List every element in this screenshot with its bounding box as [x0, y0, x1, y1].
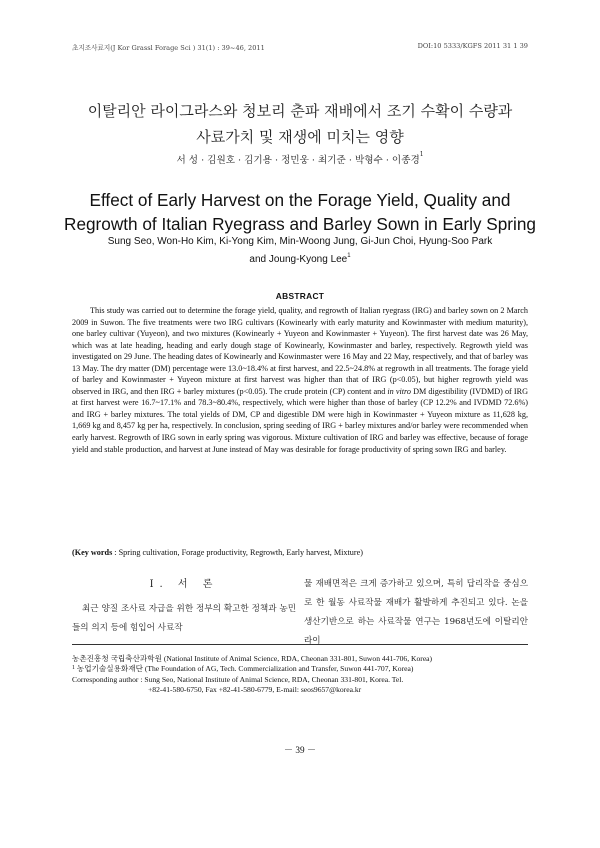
english-authors-line-2: [40, 254, 560, 265]
left-column: [72, 575, 296, 638]
abstract-heading: ABSTRACT: [275, 291, 325, 301]
footnote-affiliation-2-text: 농업기술실용화재단 (The Foundation of AG, Tech. Commercialization and Transfer, Suwon 441-707, Korea): [75, 664, 414, 674]
footnote-corresponding: Corresponding author : Sung Seo, National Institute of Animal Science, RDA, Cheonan 331-801, Korea. Tel.: [72, 674, 404, 684]
korean-author-names: 서 성 · 김원호 · 김기용 · 정민웅 · 최기준 · 박형수 · 이종경: [176, 155, 420, 166]
abstract-italic: in vitro: [387, 386, 412, 396]
footnotes: [72, 654, 528, 696]
english-title-line-1: Effect of Early Harvest on the Forage Yield, Quality and: [89, 190, 511, 210]
abstract-text-2: DM digestibility (IVDMD) of IRG at first harvest were 16.7~17.1% and 78.3~80.4%, respectively, which were higher than those of barley (CP 12.2% and IVDMD 72.6%) and IRG + barley mixtures. The total yields of DM, CP and digestible DM were high in Kowinmaster + Yuyeon mixture as 11,628 kg, 1,669 kg and 8,457 kg per ha, respectively. In conclusion, spring seeding of IRG + barley mixtures and/or barley were recommended when early harvest. Regrowth of IRG sown in early spring was vigorous. Mixture cultivation of IRG and barley was effective, because of forage yield and stable production, and harvest at June instead of May was desirable for forage productivity of spring sown IRG and barley.: [72, 386, 528, 454]
english-authors-line-1: Sung Seo, Won-Ho Kim, Ki-Yong Kim, Min-Woong Jung, Gi-Jun Choi, Hyung-Soo Park: [107, 236, 493, 247]
affiliation-mark: 1: [72, 665, 75, 672]
footnote-affiliation-1: 농촌진흥청 국립축산과학원 (National Institute of Animal Science, RDA, Cheonan 331-801, Suwon 441-706, Korea): [72, 654, 433, 663]
affiliation-mark: 1: [419, 151, 424, 158]
footnote-divider: [72, 644, 528, 645]
footnote-contact: +82-41-580-6750, Fax +82-41-580-6779, E-mail: seos9657@korea.kr: [148, 685, 362, 695]
korean-title-line-2: 사료가치 및 재생에 미치는 영향: [196, 128, 404, 146]
doi: DOI:10 5333/KGFS 2011 31 1 39: [417, 42, 528, 50]
intro-left-text: 최근 양질 조사료 자급을 위한 정부의 확고한 정책과 농민들의 의지 등에 힘입어 사료작: [72, 604, 296, 633]
affiliation-mark: 1: [347, 253, 351, 259]
english-author-last: and Joung-Kyong Lee: [249, 254, 348, 265]
keywords: [72, 548, 528, 557]
page-number: － 39 －: [283, 745, 317, 755]
korean-title-line-1: 이탈리안 라이그라스와 청보리 춘파 재배에서 조기 수확이 수량과: [87, 102, 513, 120]
keywords-text: : Spring cultivation, Forage productivity, Regrowth, Early harvest, Mixture): [112, 548, 363, 557]
journal-citation: 초지조사료지(J Kor Grassl Forage Sci ) 31(1) : 39~46, 2011: [72, 44, 265, 52]
right-column: [304, 575, 528, 651]
english-title-line-2: Regrowth of Italian Ryegrass and Barley Sown in Early Spring: [64, 214, 536, 234]
abstract-text-1: This study was carried out to determine the forage yield, quality, and regrowth of Italian ryegrass (IRG) and barley sown on 2 March 2009 in Suwon. The five treatments were two IRG cultivars (Kowinearly with early maturity and Kowinmaster with medium maturity), one barley cultivar (Yuyeon), and two mixtures (Kowinearly + Yuyeon and Kowinmaster + Yuyeon). The first harvest date was 26 May, which was at late heading, heading and early dough stage of Kowinearly, Kowinmaster and barley, respectively. Regrowth yield was investigated on 29 June. The heading dates of Kowinearly and Kowinmaster were 16 May and 22 May, respectively, and that of barley was 13 May. The dry matter (DM) percentage were 13.0~18.4% at first harvest, and 22.5~24.8% at regrowth in all treatments. The forage yield of barley and Kowinmaster + Yuyeon mixture at first harvest was higher than that of IRG (p<0.05), but higher regrowth yield was observed in IRG, and then IRG + barley mixtures (p<0.05). The crude protein (CP) content and: [72, 306, 528, 396]
section-heading-introduction: Ⅰ. 서 론: [149, 579, 219, 590]
abstract-paragraph: [72, 305, 528, 455]
running-header: [72, 42, 528, 54]
korean-authors: [40, 152, 560, 166]
keywords-label: (Key words: [72, 548, 113, 557]
footnote-affiliation-2: [72, 664, 528, 674]
abstract-body: [72, 305, 528, 455]
intro-right-text: 물 재배면적은 크게 증가하고 있으며, 특히 답리작을 중심으로 한 월동 사료작물 재배가 활발하게 추진되고 있다. 논을 생산기반으로 하는 사료작물 연구는 1968년도에 이탈리안 라이: [304, 579, 528, 646]
